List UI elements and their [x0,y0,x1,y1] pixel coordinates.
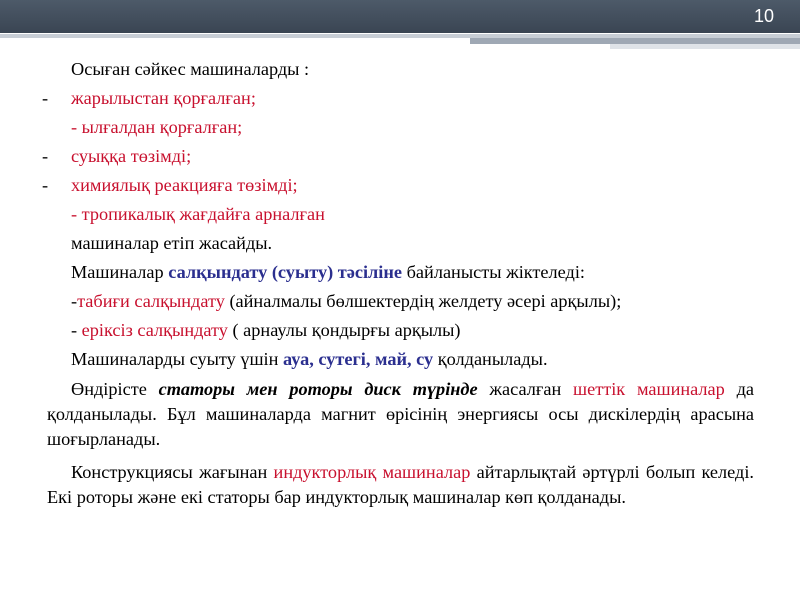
paragraph: Өндірісте статоры мен роторы диск түрінде жасалған шеттік машиналар да қолданылады. Бұл машиналарда магнит өрісінің энергиясы осы дискілердің арасына шоғырланады. [47,379,754,449]
paragraph: Конструкциясы жағынан индукторлық машиналар айтарлықтай әртүрлі болып келеді. Екі роторы және екі статоры бар индукторлық машиналар көп қолданады. [47,462,754,507]
text-line: Машиналарды суыту үшін ауа, сутегі, май, су қолданылады. [71,349,548,369]
text-line: Машиналар салқындату (суыту) тәсіліне байланысты жіктеледі: [71,262,585,282]
header-stripe-light [610,44,800,49]
slide-number: 10 [753,6,774,26]
list-item: - химиялық реакцияға төзімді; [42,175,298,195]
text-line: -табиғи салқындату (айналмалы бөлшектердің желдету әсері арқылы); [71,291,622,311]
list-item: - жарылыстан қорғалған; [42,88,256,108]
slide-body [42,55,754,510]
text-line: машиналар етіп жасайды. [71,233,273,253]
list-item: - суыққа төзімді; [42,146,192,166]
slide-header-bar [0,0,800,33]
list-item: - тропикалық жағдайға арналған [71,204,325,224]
list-item: - ылғалдан қорғалған; [71,117,243,137]
text-line: - еріксіз салқындату ( арнаулы қондырғы арқылы) [71,320,461,340]
intro-line: Осыған сәйкес машиналарды : [71,59,310,79]
